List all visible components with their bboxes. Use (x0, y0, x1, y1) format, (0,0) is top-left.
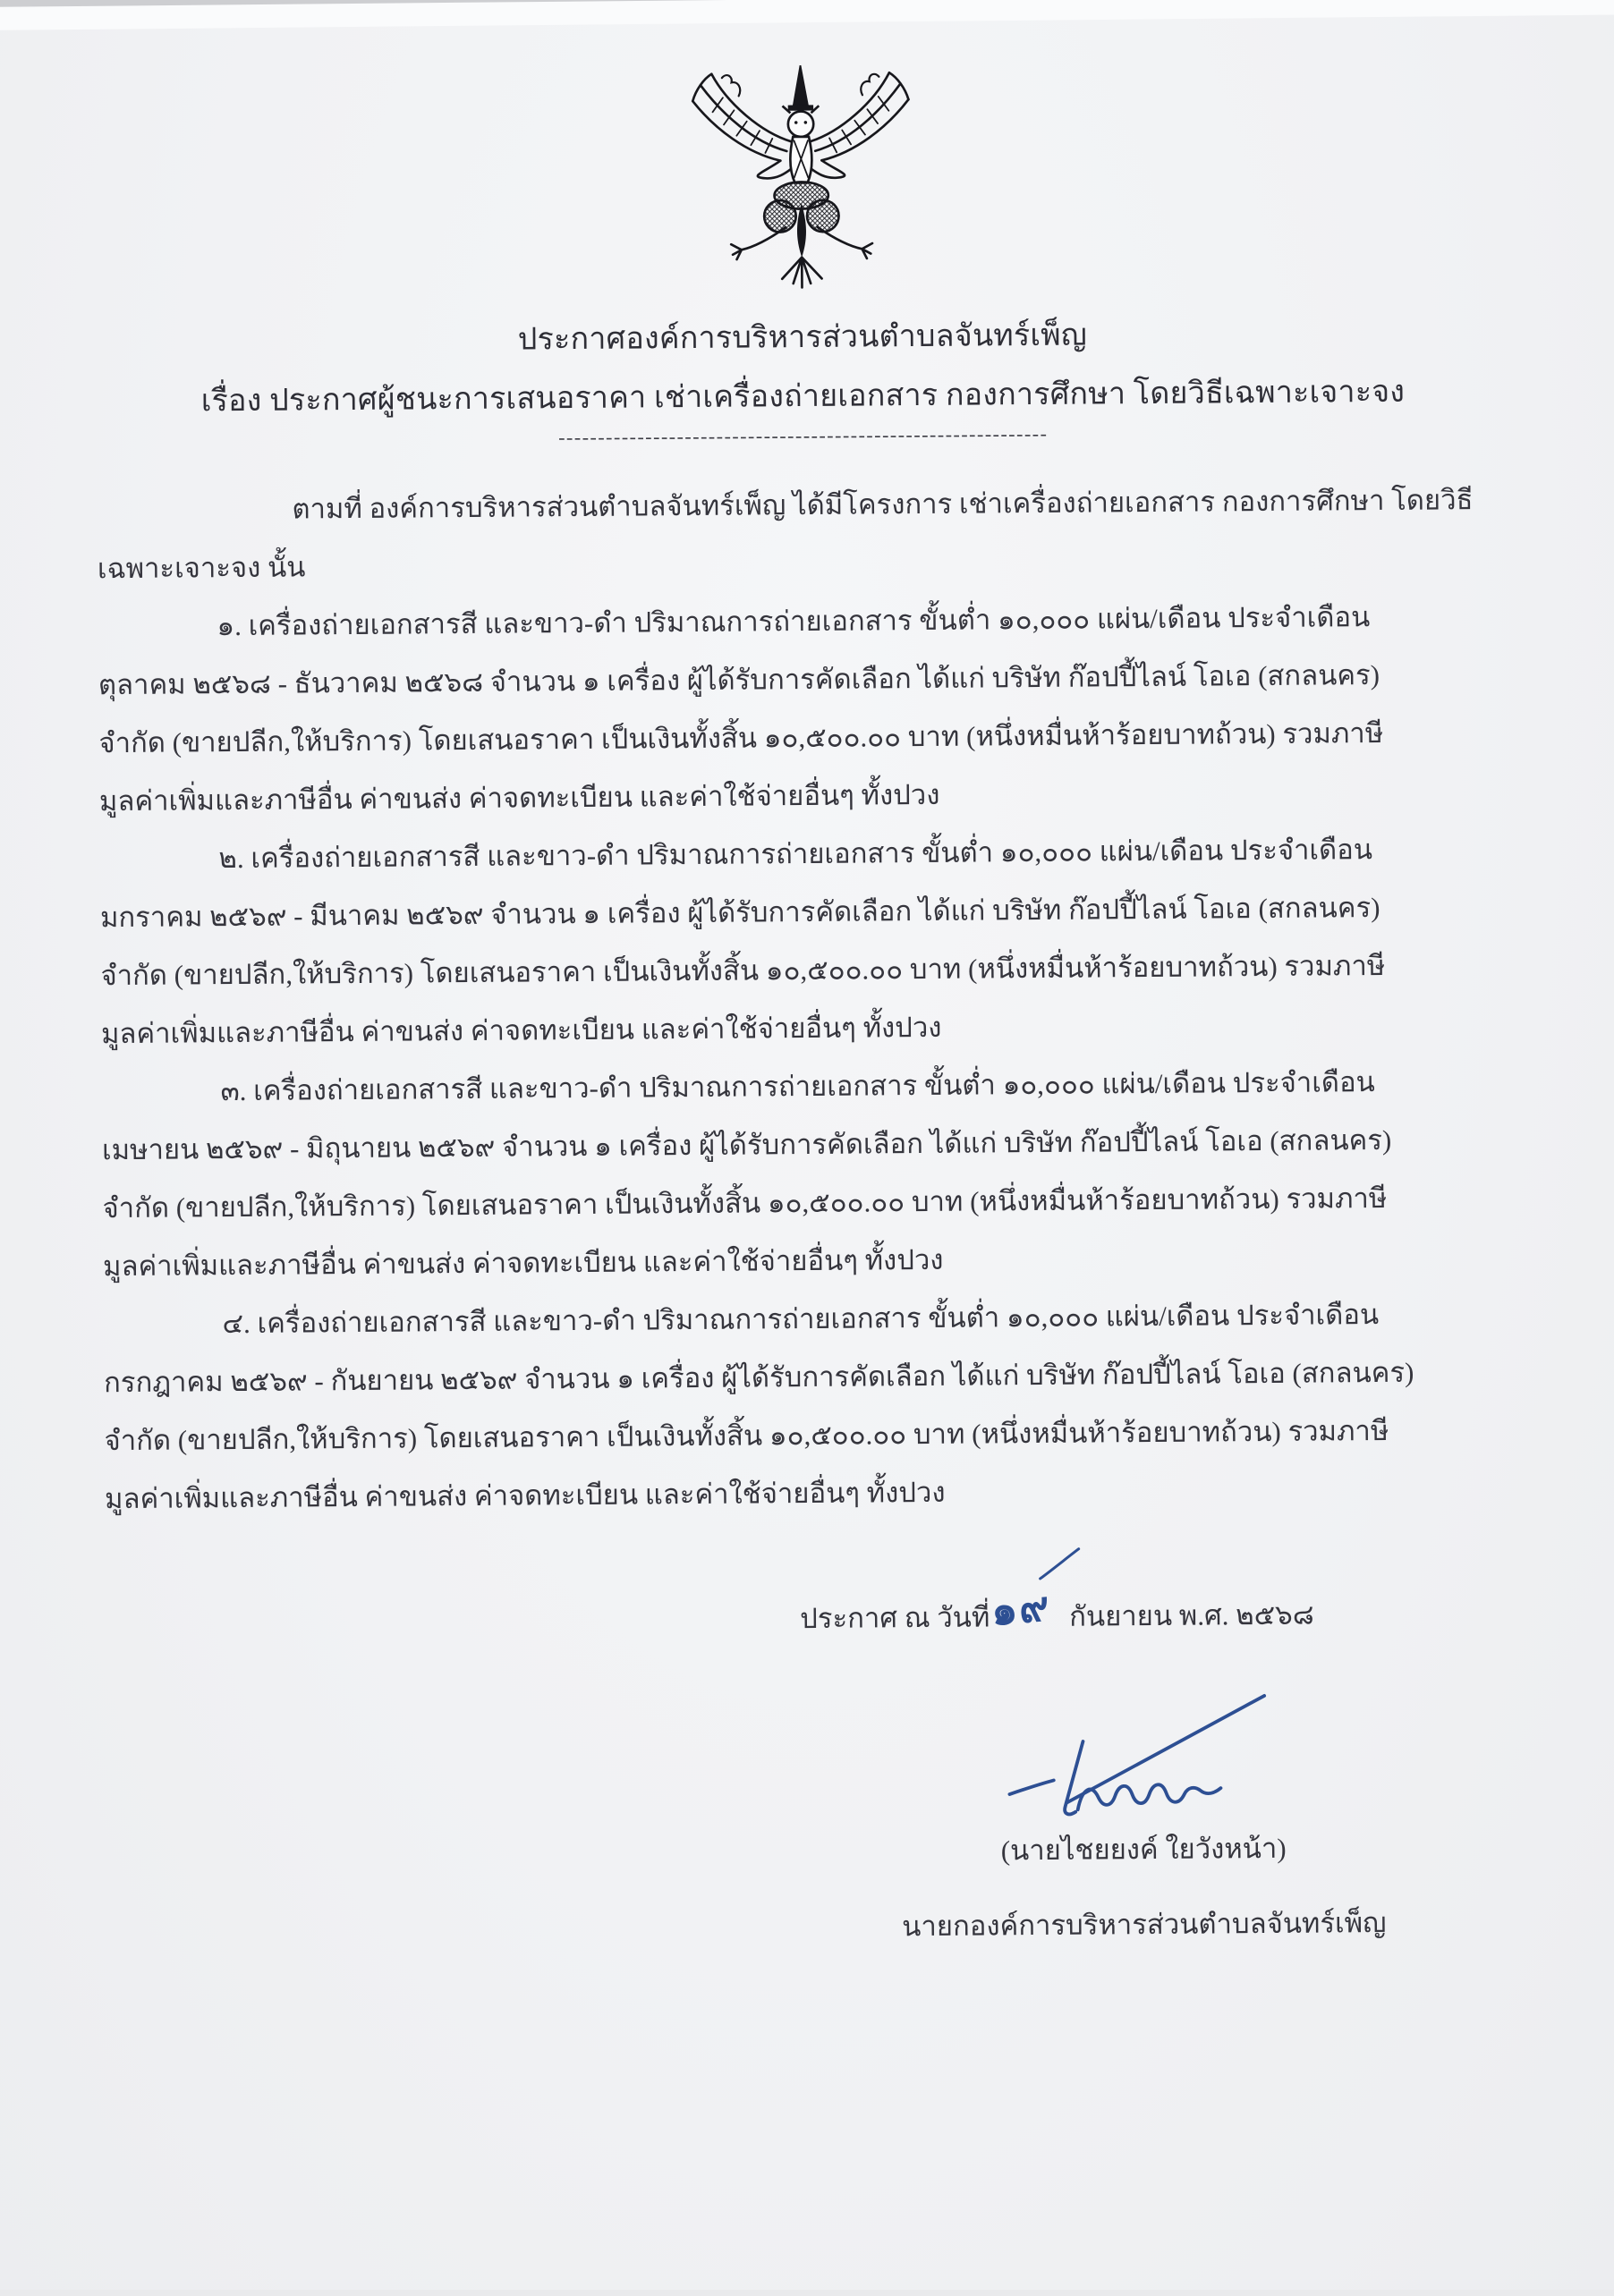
handwritten-day: ๑๙ (989, 1573, 1055, 1644)
signer-name: (นายไชยยงค์ ใยวังหน้า) (812, 1826, 1474, 1873)
document-line: ตามที่ องค์การบริหารส่วนตำบลจันทร์เพ็ญ ได้มีโครงการ เช่าเครื่องถ่ายเอกสาร กองการศึกษา โดยวิธี (97, 470, 1510, 539)
date-suffix: กันยายน พ.ศ. ๒๕๖๘ (1069, 1592, 1314, 1639)
document-line: ๑. เครื่องถ่ายเอกสารสี และขาว-ดำ ปริมาณการถ่ายเอกสาร ขั้นต่ำ ๑๐,๐๐๐ แผ่น/เดือน ประจำเดือน (98, 587, 1511, 656)
document-body (97, 470, 1518, 1528)
document-line: เมษายน ๒๕๖๙ - มิถุนายน ๒๕๖๙ จำนวน ๑ เครื่อง ผู้ได้รับการคัดเลือก ได้แก่ บริษัท ก๊อปปี้ไลน์ โอเอ (สกลนคร) (102, 1110, 1516, 1179)
signature (998, 1671, 1294, 1830)
document-line: ๓. เครื่องถ่ายเอกสารสี และขาว-ดำ ปริมาณการถ่ายเอกสาร ขั้นต่ำ ๑๐,๐๐๐ แผ่น/เดือน ประจำเดือน (101, 1052, 1515, 1121)
document-line: มูลค่าเพิ่มและภาษีอื่น ค่าขนส่ง ค่าจดทะเบียน และค่าใช้จ่ายอื่นๆ ทั้งปวง (105, 1459, 1518, 1528)
document-line: มูลค่าเพิ่มและภาษีอื่น ค่าขนส่ง ค่าจดทะเบียน และค่าใช้จ่ายอื่นๆ ทั้งปวง (99, 761, 1513, 830)
document-line: ๔. เครื่องถ่ายเอกสารสี และขาว-ดำ ปริมาณการถ่ายเอกสาร ขั้นต่ำ ๑๐,๐๐๐ แผ่น/เดือน ประจำเดือน (103, 1284, 1516, 1353)
signer-position: นายกองค์การบริหารส่วนตำบลจันทร์เพ็ญ (813, 1902, 1475, 1948)
document-line: ตุลาคม ๒๕๖๘ - ธันวาคม ๒๕๖๘ จำนวน ๑ เครื่อง ผู้ได้รับการคัดเลือก ได้แก่ บริษัท ก๊อปปี้ไลน์ โอเอ (สกลนคร) (98, 645, 1512, 714)
signer-block (812, 1826, 1475, 1948)
dashed-divider: -------------------------------------------------------------- (0, 418, 1610, 453)
document-line: มูลค่าเพิ่มและภาษีอื่น ค่าขนส่ง ค่าจดทะเบียน และค่าใช้จ่ายอื่นๆ ทั้งปวง (103, 1226, 1516, 1295)
document-line: จำกัด (ขายปลีก,ให้บริการ) โดยเสนอราคา เป็นเงินทั้งสิ้น ๑๐,๕๐๐.๐๐ บาท (หนึ่งหมื่นห้าร้อยบาทถ้วน) รวมภาษี (100, 936, 1514, 1004)
document-line: กรกฎาคม ๒๕๖๙ - กันยายน ๒๕๖๙ จำนวน ๑ เครื่อง ผู้ได้รับการคัดเลือก ได้แก่ บริษัท ก๊อปปี้ไลน์ โอเอ (สกลนคร) (104, 1343, 1517, 1411)
garuda-emblem-icon (669, 58, 932, 302)
announcement-subject: เรื่อง ประกาศผู้ชนะการเสนอราคา เช่าเครื่องถ่ายเอกสาร กองการศึกษา โดยวิธีเฉพาะเจาะจง (0, 368, 1610, 427)
document-line: จำกัด (ขายปลีก,ให้บริการ) โดยเสนอราคา เป็นเงินทั้งสิ้น ๑๐,๕๐๐.๐๐ บาท (หนึ่งหมื่นห้าร้อยบาทถ้วน) รวมภาษี (104, 1401, 1517, 1470)
pen-flick-stroke (1035, 1546, 1084, 1581)
document-line: จำกัด (ขายปลีก,ให้บริการ) โดยเสนอราคา เป็นเงินทั้งสิ้น ๑๐,๕๐๐.๐๐ บาท (หนึ่งหมื่นห้าร้อยบาทถ้วน) รวมภาษี (98, 703, 1512, 772)
announcement-date-line (800, 1578, 1314, 1648)
document-line: มกราคม ๒๕๖๙ - มีนาคม ๒๕๖๙ จำนวน ๑ เครื่อง ผู้ได้รับการคัดเลือก ได้แก่ บริษัท ก๊อปปี้ไลน์ โอเอ (สกลนคร) (100, 877, 1514, 946)
date-prefix: ประกาศ ณ วันที่ (800, 1594, 990, 1640)
document-line: ๒. เครื่องถ่ายเอกสารสี และขาว-ดำ ปริมาณการถ่ายเอกสาร ขั้นต่ำ ๑๐,๐๐๐ แผ่น/เดือน ประจำเดือน (99, 819, 1513, 888)
document-line: เฉพาะเจาะจง นั้น (98, 529, 1511, 597)
document-line: จำกัด (ขายปลีก,ให้บริการ) โดยเสนอราคา เป็นเงินทั้งสิ้น ๑๐,๕๐๐.๐๐ บาท (หนึ่งหมื่นห้าร้อยบาทถ้วน) รวมภาษี (102, 1168, 1516, 1237)
document-line: มูลค่าเพิ่มและภาษีอื่น ค่าขนส่ง ค่าจดทะเบียน และค่าใช้จ่ายอื่นๆ ทั้งปวง (101, 994, 1515, 1063)
announcement-title: ประกาศองค์การบริหารส่วนตำบลจันทร์เพ็ญ (0, 309, 1610, 368)
